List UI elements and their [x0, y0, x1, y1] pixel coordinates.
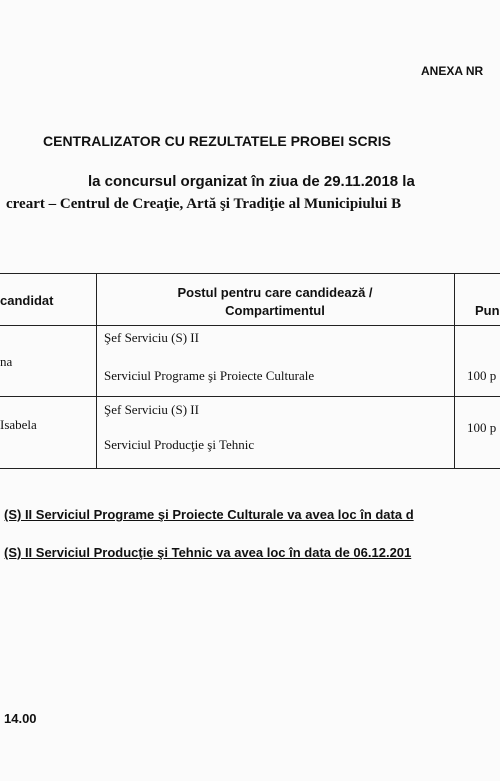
results-table [0, 273, 500, 469]
header-position-line1: Postul pentru care candidează / [177, 285, 373, 300]
table-row-1-points: 100 p [467, 368, 497, 383]
annex-number: ANEXA NR [421, 64, 484, 78]
table-row-divider [0, 396, 500, 397]
document-subtitle-line1: la concursul organizat în ziua de 29.11.2018 la [88, 173, 415, 190]
table-row-1-candidate: na [0, 354, 13, 369]
table-col-divider-2 [454, 273, 455, 469]
interview-note-1: (S) II Serviciul Programe şi Proiecte Culturale va avea loc în data d [4, 507, 414, 522]
posting-time: 14.00 [4, 711, 37, 726]
table-row-2-department: Serviciul Producţie şi Tehnic [104, 437, 255, 452]
table-row-2-candidate: Isabela [0, 417, 37, 432]
table-border-bottom [0, 468, 500, 469]
header-position-line2: Compartimentul [225, 303, 325, 318]
interview-note-2: (S) II Serviciul Producţie şi Tehnic va avea loc în data de 06.12.201 [4, 545, 412, 560]
table-row-2-post: Şef Serviciu (S) II [104, 402, 199, 417]
header-candidate: candidat [0, 293, 54, 308]
table-row-1-department: Serviciul Programe şi Proiecte Culturale [104, 368, 315, 383]
table-header-divider [0, 325, 500, 326]
document-subtitle-line2: creart – Centrul de Creaţie, Artă şi Tradiţie al Municipiului B [6, 196, 402, 212]
document-title: CENTRALIZATOR CU REZULTATELE PROBEI SCRIS [43, 133, 391, 149]
table-row-2-points: 100 p [467, 420, 497, 435]
table-row-1-post: Şef Serviciu (S) II [104, 330, 199, 345]
header-points: Pun [475, 303, 500, 318]
table-border-top [0, 273, 500, 274]
